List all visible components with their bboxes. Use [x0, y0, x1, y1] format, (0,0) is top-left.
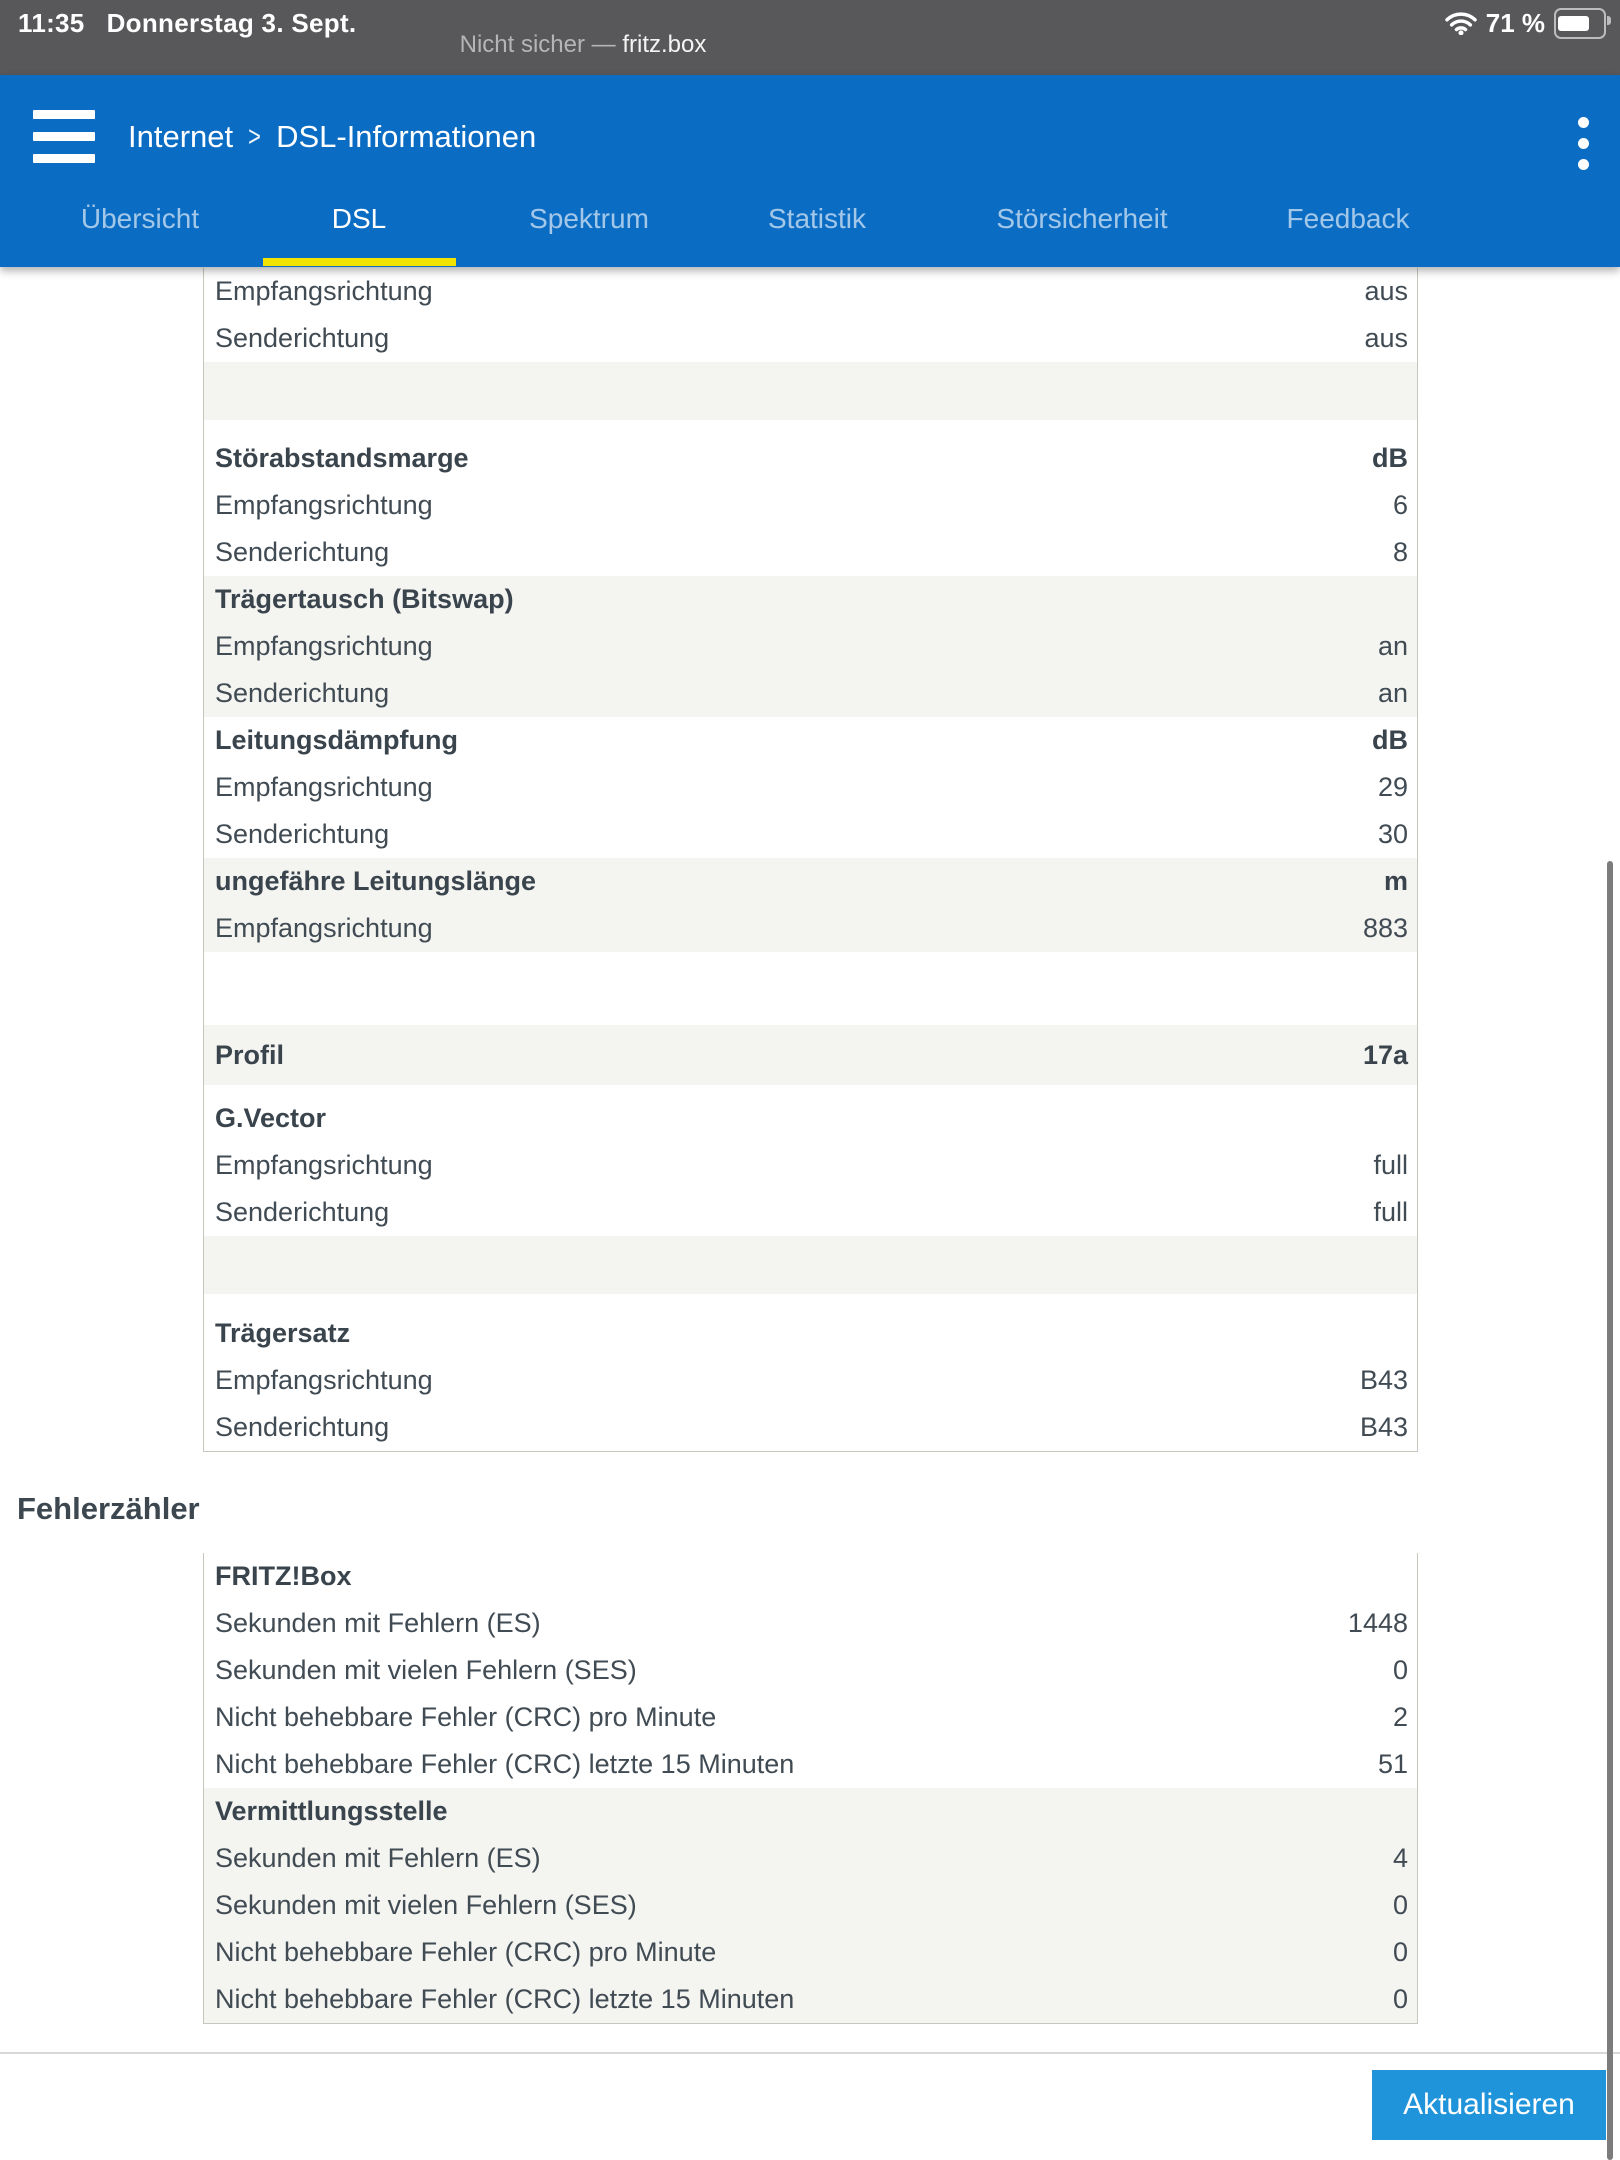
table-row — [204, 670, 1417, 717]
row-label: FRITZ!Box — [215, 1561, 352, 1591]
row-label: Senderichtung — [215, 1197, 390, 1227]
footer-divider — [0, 2052, 1620, 2054]
row-value: m — [1383, 866, 1408, 896]
row-value: 2 — [1392, 1702, 1408, 1732]
table-spacer-row — [204, 1085, 1417, 1095]
row-label: Nicht behebbare Fehler (CRC) pro Minute — [215, 1702, 717, 1732]
row-label: Störabstandsmarge — [215, 443, 469, 473]
tab-statistik[interactable]: Statistik — [767, 203, 867, 234]
row-label: Sekunden mit vielen Fehlern (SES) — [215, 1890, 637, 1920]
row-value: 51 — [1377, 1749, 1408, 1779]
table-row — [204, 764, 1417, 811]
row-label: Senderichtung — [215, 537, 390, 567]
row-label: Nicht behebbare Fehler (CRC) pro Minute — [215, 1937, 717, 1967]
row-label: Sekunden mit vielen Fehlern (SES) — [215, 1655, 637, 1685]
battery-fill — [1558, 16, 1589, 31]
row-label: Leitungsdämpfung — [215, 725, 458, 755]
battery-percent-label: 71 % — [1485, 7, 1545, 38]
table-row — [204, 1647, 1417, 1694]
row-value: dB — [1372, 725, 1408, 755]
table-row — [204, 1553, 1417, 1600]
chevron-right-icon: > — [248, 120, 261, 153]
error-counter-table — [203, 1553, 1418, 2024]
dsl-details-table — [203, 268, 1418, 1452]
app-header — [0, 75, 1620, 267]
table-row — [204, 1025, 1417, 1085]
table-spacer-row — [204, 362, 1417, 420]
row-label: Empfangsrichtung — [215, 631, 433, 661]
table-row — [204, 1929, 1417, 1976]
row-label: ungefähre Leitungslänge — [215, 866, 537, 896]
row-value: full — [1373, 1150, 1408, 1180]
table-row — [204, 1095, 1417, 1142]
table-row — [204, 1835, 1417, 1882]
table-row — [204, 1142, 1417, 1189]
table-spacer-row — [204, 1236, 1417, 1294]
row-label: Empfangsrichtung — [215, 490, 433, 520]
table-row — [204, 858, 1417, 905]
tab-uebersicht[interactable]: Übersicht — [80, 203, 200, 234]
table-row — [204, 1310, 1417, 1357]
table-row — [204, 1189, 1417, 1236]
table-row — [204, 1694, 1417, 1741]
browser-url-label — [0, 31, 1166, 59]
page-title: DSL-Informationen — [276, 119, 537, 154]
row-label: Trägertausch (Bitswap) — [215, 584, 514, 614]
table-row — [204, 1600, 1417, 1647]
row-value: dB — [1372, 443, 1408, 473]
table-spacer-row — [204, 420, 1417, 435]
table-row — [204, 623, 1417, 670]
row-label: Profil — [215, 1039, 285, 1070]
row-value: 0 — [1392, 1890, 1408, 1920]
date: Donnerstag 3. Sept. — [106, 8, 357, 38]
tab-bar — [0, 75, 1620, 267]
table-spacer-row — [204, 1294, 1417, 1310]
table-row — [204, 811, 1417, 858]
row-value: 0 — [1392, 1937, 1408, 1967]
table-row — [204, 1357, 1417, 1404]
tab-feedback[interactable]: Feedback — [1286, 203, 1410, 234]
table-row — [204, 1882, 1417, 1929]
row-label: Empfangsrichtung — [215, 1150, 433, 1180]
row-label: Empfangsrichtung — [215, 276, 433, 306]
table-row — [204, 315, 1417, 362]
battery-icon — [1554, 8, 1606, 39]
wifi-icon — [1445, 11, 1477, 35]
row-value: 6 — [1392, 490, 1408, 520]
row-label: Senderichtung — [215, 678, 390, 708]
tab-dsl[interactable]: DSL — [331, 203, 387, 234]
table-row — [204, 529, 1417, 576]
table-row — [204, 1788, 1417, 1835]
row-value: B43 — [1359, 1365, 1408, 1395]
row-value: 29 — [1377, 772, 1408, 802]
row-value: an — [1377, 631, 1408, 661]
tab-stoersicherheit[interactable]: Störsicherheit — [996, 203, 1168, 234]
row-value: 4 — [1392, 1843, 1408, 1873]
row-label: Senderichtung — [215, 323, 390, 353]
row-label: Sekunden mit Fehlern (ES) — [215, 1608, 541, 1638]
table-row — [204, 482, 1417, 529]
table-row — [204, 1404, 1417, 1451]
row-label: Sekunden mit Fehlern (ES) — [215, 1843, 541, 1873]
row-label: Empfangsrichtung — [215, 913, 433, 943]
row-label: Empfangsrichtung — [215, 1365, 433, 1395]
row-value: B43 — [1359, 1412, 1408, 1442]
row-label: Vermittlungsstelle — [215, 1796, 448, 1826]
row-value: 1448 — [1347, 1608, 1408, 1638]
row-value: 8 — [1392, 537, 1408, 567]
row-label: G.Vector — [215, 1103, 327, 1133]
row-label: Empfangsrichtung — [215, 772, 433, 802]
row-label: Senderichtung — [215, 819, 390, 849]
error-counter-heading: Fehlerzähler — [17, 1491, 200, 1526]
breadcrumb-section[interactable]: Internet — [128, 119, 234, 154]
table-row — [204, 1976, 1417, 2023]
row-label: Trägersatz — [215, 1318, 351, 1348]
row-value: aus — [1364, 276, 1408, 306]
row-value: aus — [1364, 323, 1408, 353]
row-value: 0 — [1392, 1655, 1408, 1685]
row-value: 30 — [1377, 819, 1408, 849]
clock: 11:35 — [18, 8, 85, 38]
row-value: 17a — [1362, 1039, 1408, 1070]
battery-nub — [1607, 16, 1611, 25]
row-label: Senderichtung — [215, 1412, 390, 1442]
table-spacer-row — [204, 952, 1417, 1025]
site-name: fritz.box — [622, 31, 707, 58]
row-value: an — [1377, 678, 1408, 708]
ios-status-bar — [0, 0, 1620, 75]
row-value: 883 — [1362, 913, 1408, 943]
table-row — [204, 905, 1417, 952]
table-row — [204, 435, 1417, 482]
row-label: Nicht behebbare Fehler (CRC) letzte 15 Minuten — [215, 1984, 795, 2014]
row-value: full — [1373, 1197, 1408, 1227]
table-row — [204, 1741, 1417, 1788]
active-tab-underline — [263, 258, 456, 266]
table-row — [204, 268, 1417, 315]
vertical-scrollbar[interactable] — [1607, 861, 1613, 2160]
row-label: Nicht behebbare Fehler (CRC) letzte 15 Minuten — [215, 1749, 795, 1779]
table-row — [204, 717, 1417, 764]
tab-spektrum[interactable]: Spektrum — [529, 203, 649, 234]
refresh-button[interactable]: Aktualisieren — [1372, 2070, 1606, 2140]
table-row — [204, 576, 1417, 623]
not-secure-label: Nicht sicher — — [459, 31, 623, 58]
row-value: 0 — [1392, 1984, 1408, 2014]
